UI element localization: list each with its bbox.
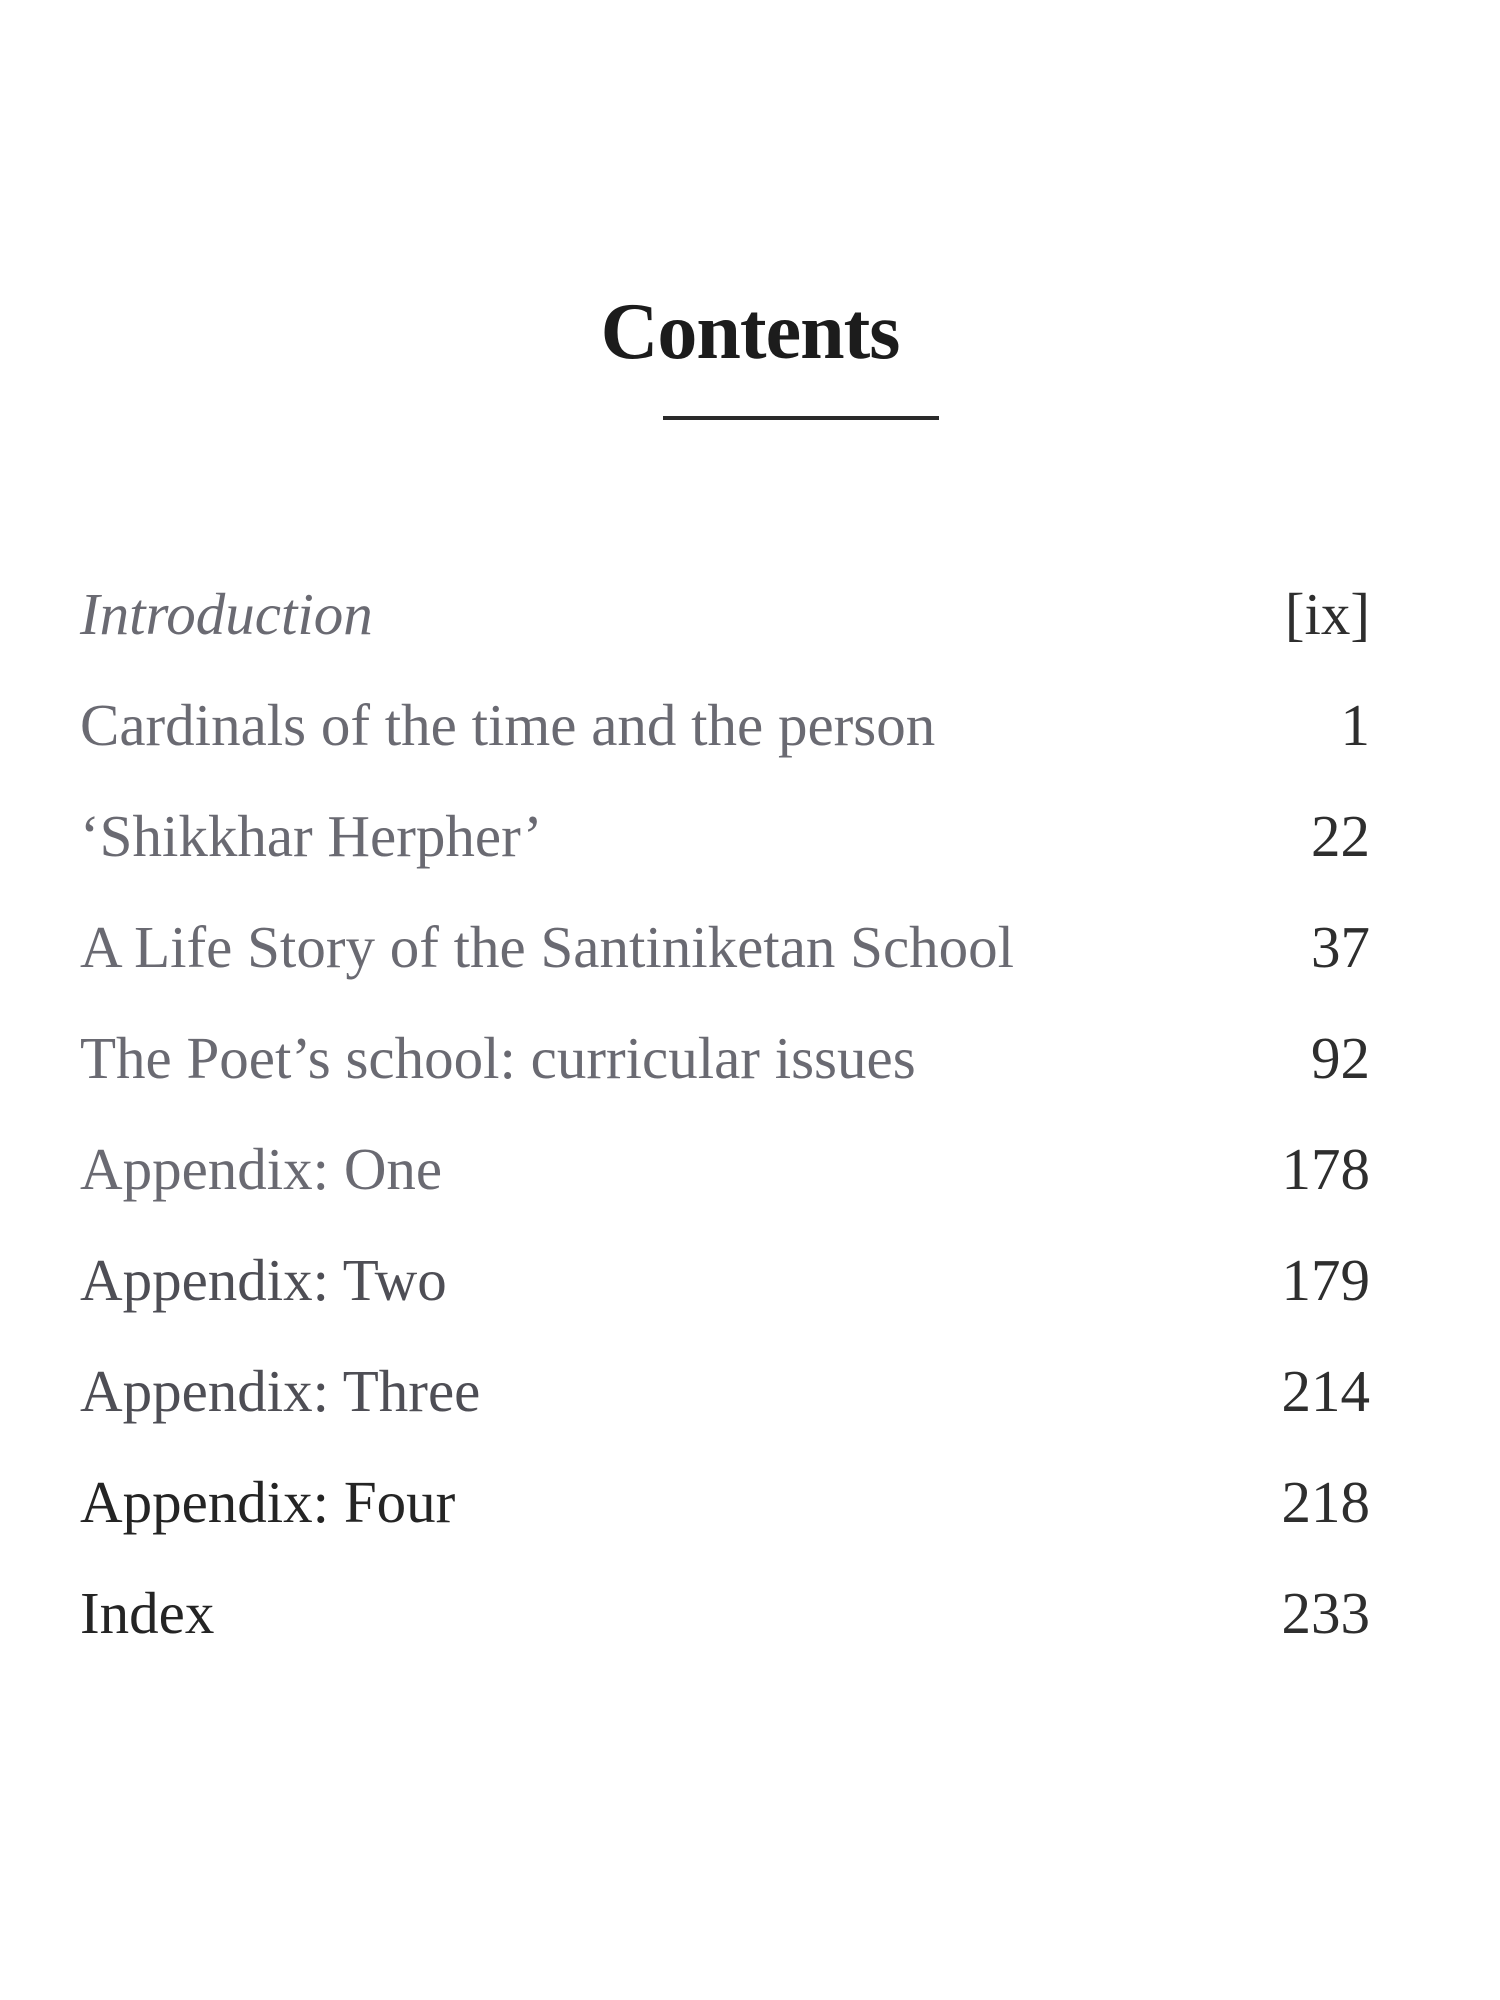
toc-entry-title: ‘Shikkhar Herpher’ <box>80 803 543 869</box>
toc-entry <box>80 1130 1370 1241</box>
toc-entry-page: 92 <box>1311 1025 1370 1091</box>
toc-entry <box>80 1352 1370 1463</box>
title-underline <box>663 416 939 420</box>
toc-entry <box>80 686 1370 797</box>
toc-entry <box>80 1241 1370 1352</box>
toc-entry-title: Appendix: Four <box>80 1469 456 1535</box>
toc-entry-page: 178 <box>1281 1136 1370 1202</box>
page-title: Contents <box>600 288 900 376</box>
toc-entry-page: 214 <box>1281 1358 1370 1424</box>
toc-entry-title: The Poet’s school: curricular issues <box>80 1025 916 1091</box>
toc-entry-page: 37 <box>1311 914 1370 980</box>
toc-entry-page: 179 <box>1281 1247 1370 1313</box>
toc-entry-title: Introduction <box>80 581 373 647</box>
toc-entry-page: 233 <box>1281 1580 1370 1646</box>
toc-entry-title: Appendix: Three <box>80 1358 481 1424</box>
toc-entry-title: Appendix: Two <box>80 1247 447 1313</box>
toc-entry-title: Cardinals of the time and the person <box>80 692 936 758</box>
toc-entry-page: [ix] <box>1284 581 1370 647</box>
toc-entry <box>80 1574 1370 1685</box>
toc-entry-title: Index <box>80 1580 215 1646</box>
toc-entry <box>80 1019 1370 1130</box>
toc-entry <box>80 1463 1370 1574</box>
toc-entry <box>80 575 1370 686</box>
toc-entry <box>80 908 1370 1019</box>
toc-entry-page: 218 <box>1281 1469 1370 1535</box>
toc-entry <box>80 797 1370 908</box>
toc-entry-title: A Life Story of the Santiniketan School <box>80 914 1015 980</box>
toc-entry-page: 1 <box>1340 692 1370 758</box>
toc-entry-title: Appendix: One <box>80 1136 443 1202</box>
table-of-contents <box>80 575 1370 1685</box>
toc-entry-page: 22 <box>1311 803 1370 869</box>
